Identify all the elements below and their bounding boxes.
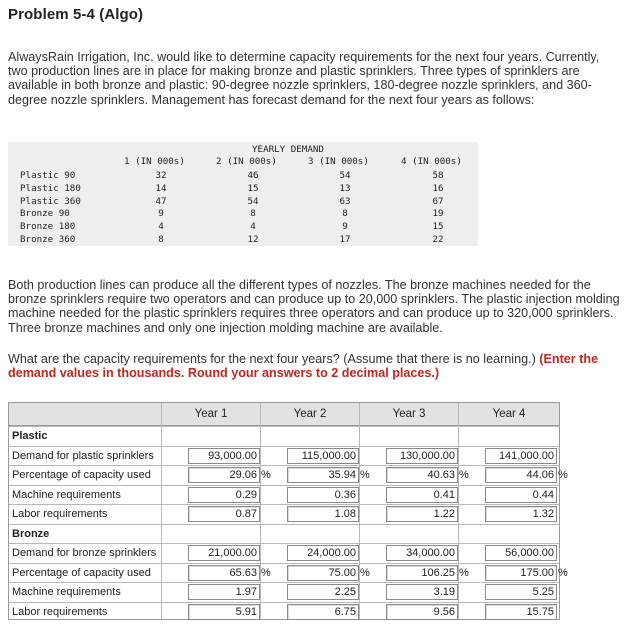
demand-value: 58 [432, 170, 444, 181]
plastic-answer-input[interactable]: 1.32 [485, 506, 557, 522]
grid-col-year-1: Year 1 [162, 403, 260, 425]
bronze-answer-input[interactable]: 56,000.00 [485, 545, 557, 561]
demand-value: 15 [247, 182, 259, 194]
demand-value: 8 [342, 208, 348, 220]
demand-value: 47 [155, 195, 167, 207]
demand-row [8, 234, 478, 246]
plastic-answer-input[interactable]: 44.06 [485, 467, 557, 483]
bronze-row-label: Labor requirements [9, 602, 161, 622]
percent-symbol: % [558, 566, 568, 579]
demand-col-header: 3 (IN 000s) [308, 156, 369, 167]
plastic-answer-input[interactable]: 1.08 [287, 506, 359, 522]
demand-row-label: Bronze 360 [20, 234, 76, 245]
demand-value: 4 [250, 221, 256, 233]
bronze-answer-input[interactable]: 15.75 [485, 604, 557, 620]
bronze-answer-input[interactable]: 24,000.00 [287, 545, 359, 561]
plastic-answer-input[interactable]: 0.36 [287, 487, 359, 503]
percent-symbol: % [558, 469, 568, 481]
demand-value: 12 [247, 234, 259, 245]
demand-value: 8 [158, 234, 164, 245]
bronze-answer-input[interactable]: 21,000.00 [188, 545, 260, 561]
bronze-answer-input[interactable]: 5.25 [485, 584, 557, 600]
demand-header-row [8, 156, 478, 168]
bronze-answer-input[interactable]: 1.97 [188, 584, 260, 600]
bronze-section [9, 524, 559, 544]
grid-corner [9, 403, 161, 425]
bronze-row-label: Demand for bronze sprinklers [9, 543, 161, 563]
percent-symbol: % [360, 566, 370, 579]
page-title: Problem 5-4 (Algo) [8, 6, 144, 23]
demand-value: 32 [155, 170, 167, 181]
plastic-answer-input[interactable]: 0.87 [188, 506, 260, 522]
bronze-section-label: Bronze [12, 527, 50, 540]
grid-col-year-4: Year 4 [459, 403, 559, 425]
plastic-answer-input[interactable]: 0.44 [485, 487, 557, 503]
plastic-answer-input[interactable]: 93,000.00 [188, 448, 260, 464]
demand-value: 13 [339, 182, 351, 194]
bronze-answer-input[interactable]: 9.56 [386, 604, 458, 620]
demand-row-label: Plastic 90 [20, 170, 76, 181]
demand-row [8, 170, 478, 182]
bronze-row-label: Machine requirements [9, 582, 161, 602]
demand-value: 17 [339, 234, 351, 245]
demand-col-header: 4 (IN 000s) [401, 156, 462, 167]
plastic-answer-input[interactable]: 1.22 [386, 506, 458, 522]
plastic-answer-input[interactable]: 130,000.00 [386, 448, 458, 464]
bronze-row-label: Percentage of capacity used [9, 563, 161, 583]
capacity-paragraph: Both production lines can produce all the different types of nozzles. The bronze machines needed for the bronze sprinklers require two operators and can produce up to 20,000 sprinklers. The plastic injection molding machine needed for the plastic sprinklers requires three operators and can produce up to 320,000 sprinklers. Three bronze machines and only one injection molding machine are available. [8, 278, 620, 335]
plastic-row-label: Labor requirements [9, 504, 161, 524]
intro-paragraph: AlwaysRain Irrigation, Inc. would like to determine capacity requirements for the next four years. Currently, two production lines are in place for making bronze and plastic sprinklers. Three types of sprinklers are available in both bronze and plastic: 90-degree nozzle sprinklers, 180-degree nozzle sprinklers, and 360-degree nozzle sprinklers. Management has forecast demand for the next four years as follows: [8, 50, 600, 107]
demand-row-label: Bronze 90 [20, 208, 70, 220]
demand-value: 15 [432, 221, 444, 233]
bronze-answer-input[interactable]: 75.00 [287, 565, 359, 581]
percent-symbol: % [360, 469, 370, 481]
plastic-answer-input[interactable]: 29.06 [188, 467, 260, 483]
demand-group-header: YEARLY DEMAND [252, 144, 324, 155]
question-main: What are the capacity requirements for the next four years? (Assume that there is no learning.) [8, 352, 536, 366]
demand-row [8, 221, 478, 233]
percent-symbol: % [261, 469, 271, 481]
demand-row [8, 208, 478, 220]
bronze-answer-input[interactable]: 2.25 [287, 584, 359, 600]
plastic-row-label: Machine requirements [9, 485, 161, 505]
demand-value: 9 [342, 221, 348, 233]
bronze-answer-input[interactable]: 5.91 [188, 604, 260, 620]
demand-value: 4 [158, 221, 164, 233]
demand-value: 16 [432, 182, 444, 194]
grid-col-year-3: Year 3 [360, 403, 458, 425]
question-instruction: (Enter the demand values in thousands. Round your answers to 2 decimal places.) [8, 352, 599, 381]
bronze-answer-input[interactable]: 34,000.00 [386, 545, 458, 561]
bronze-answer-input[interactable]: 175.00 [485, 565, 557, 581]
demand-row-label: Bronze 180 [20, 221, 76, 233]
plastic-row-label: Demand for plastic sprinklers [9, 446, 161, 466]
demand-value: 54 [339, 170, 351, 181]
demand-value: 54 [247, 195, 259, 207]
bronze-answer-input[interactable]: 106.25 [386, 565, 458, 581]
plastic-answer-input[interactable]: 0.29 [188, 487, 260, 503]
demand-value: 67 [432, 195, 444, 207]
plastic-answer-input[interactable]: 115,000.00 [287, 448, 359, 464]
percent-symbol: % [459, 566, 469, 579]
demand-row-label: Plastic 360 [20, 195, 81, 207]
plastic-row-label: Percentage of capacity used [9, 465, 161, 485]
demand-value: 19 [432, 208, 444, 220]
demand-value: 46 [247, 170, 259, 181]
demand-value: 9 [158, 208, 164, 220]
percent-symbol: % [459, 469, 469, 481]
answer-grid [8, 402, 568, 620]
demand-table [8, 142, 478, 246]
plastic-answer-input[interactable]: 35.94 [287, 467, 359, 483]
percent-symbol: % [261, 566, 271, 579]
plastic-section-label: Plastic [12, 430, 48, 442]
demand-row [8, 196, 478, 208]
demand-value: 14 [155, 182, 167, 194]
grid-col-year-2: Year 2 [261, 403, 359, 425]
plastic-answer-input[interactable]: 40.63 [386, 467, 458, 483]
demand-value: 22 [432, 234, 444, 245]
demand-row [8, 183, 478, 195]
plastic-section [9, 426, 559, 446]
bronze-answer-input[interactable]: 3.19 [386, 584, 458, 600]
question-text [8, 352, 620, 380]
bronze-answer-input[interactable]: 6.75 [287, 604, 359, 620]
bronze-answer-input[interactable]: 65.63 [188, 565, 260, 581]
demand-col-header: 2 (IN 000s) [216, 156, 277, 167]
demand-value: 63 [339, 195, 351, 207]
plastic-answer-input[interactable]: 141,000.00 [485, 448, 557, 464]
demand-col-header: 1 (IN 000s) [124, 156, 185, 167]
plastic-answer-input[interactable]: 0.41 [386, 487, 458, 503]
demand-row-label: Plastic 180 [20, 182, 81, 194]
demand-value: 8 [250, 208, 256, 220]
